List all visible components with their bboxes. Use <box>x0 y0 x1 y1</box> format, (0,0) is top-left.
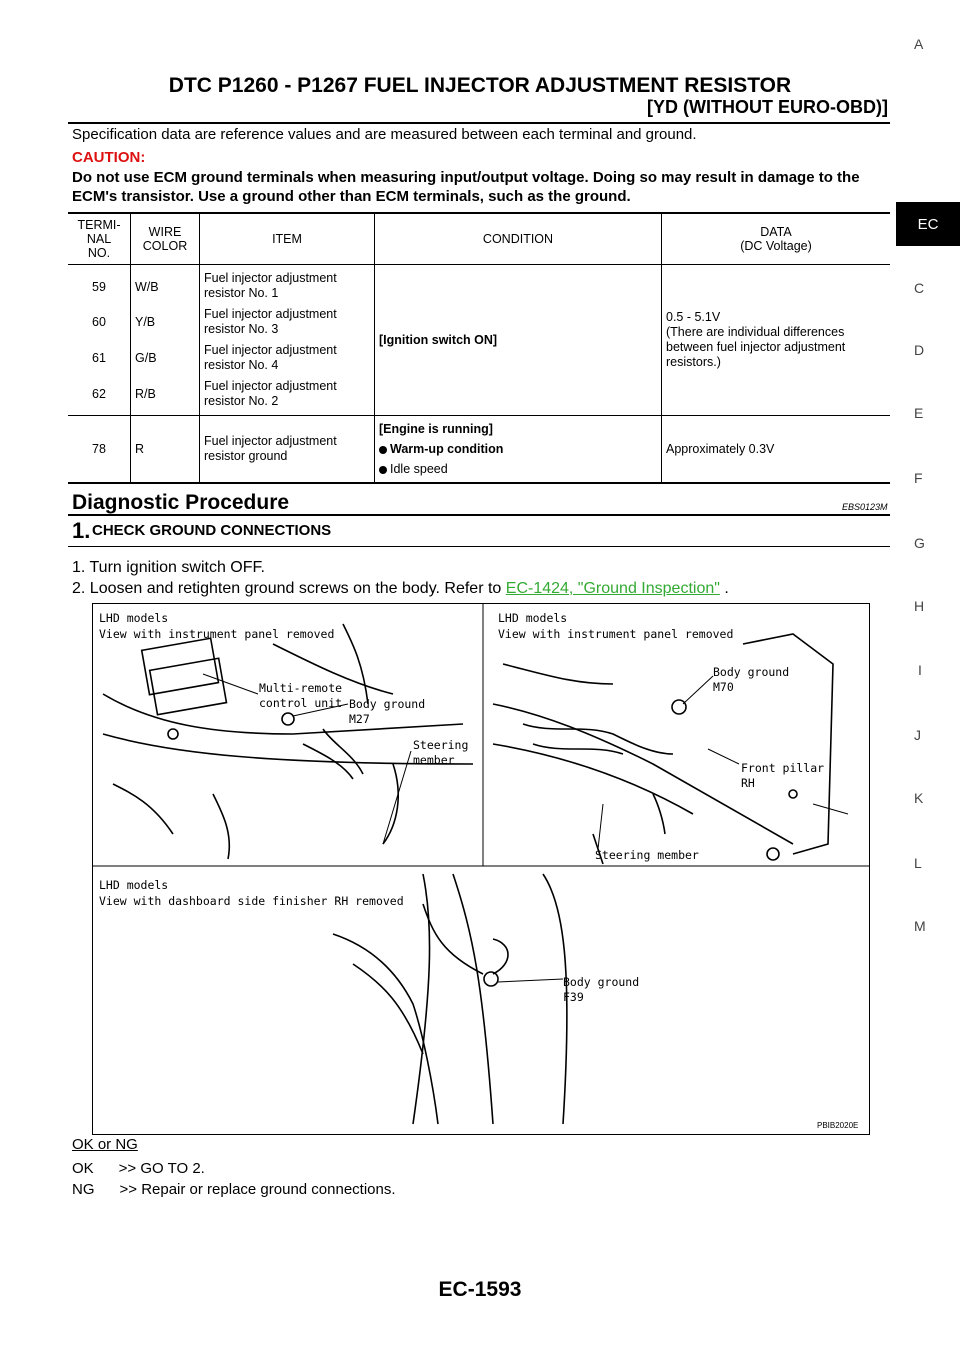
condition-item: Warm-up condition <box>379 439 657 459</box>
item: Fuel injector adjustment resistor No. 3 <box>200 304 375 340</box>
page-number: EC-1593 <box>438 1278 522 1301</box>
step-rule <box>68 546 890 547</box>
p1-title-1: LHD models <box>99 611 169 625</box>
index-k[interactable]: K <box>914 790 924 806</box>
col-wire-color: WIRE COLOR <box>131 213 200 265</box>
page-subtitle: [YD (WITHOUT EURO-OBD)] <box>647 97 888 117</box>
item: Fuel injector adjustment resistor No. 4 <box>200 340 375 376</box>
step-number: 1. <box>72 518 91 543</box>
p3-title-1: LHD models <box>99 878 169 892</box>
ground-inspection-link[interactable]: EC-1424, "Ground Inspection" <box>505 580 720 597</box>
p1-title-2: View with instrument panel removed <box>99 627 335 641</box>
step-title: CHECK GROUND CONNECTIONS <box>92 522 332 539</box>
caution-heading: CAUTION: <box>72 149 146 166</box>
group-data: 0.5 - 5.1V (There are individual differences between fuel injector adjustment resistors.) <box>662 265 891 416</box>
terminal-table <box>68 212 890 484</box>
wire-color: W/B <box>131 265 200 305</box>
caution-text: Do not use ECM ground terminals when measuring input/output voltage. Doing so may result in damage to the ECM's transistor. Use a ground other than ECM terminals, such as the ground. <box>72 169 860 205</box>
terminal-no: 61 <box>92 350 106 365</box>
index-f[interactable]: F <box>914 470 923 486</box>
bullet-icon <box>379 466 387 474</box>
terminal-no: 78 <box>68 416 131 484</box>
page-title: DTC P1260 - P1267 FUEL INJECTOR ADJUSTMENT RESISTOR <box>168 74 792 97</box>
ground-location-figure <box>92 603 870 1135</box>
index-g[interactable]: G <box>914 535 925 551</box>
p2-title-2: View with instrument panel removed <box>498 627 734 641</box>
condition-engine-running <box>375 416 662 484</box>
section-rule <box>68 514 890 516</box>
p2-label-rh: RH <box>741 776 755 790</box>
col-data: DATA (DC Voltage) <box>662 213 891 265</box>
header-rule <box>68 122 890 124</box>
index-h[interactable]: H <box>914 598 925 614</box>
index-e[interactable]: E <box>914 405 924 421</box>
condition-title: [Engine is running] <box>379 422 493 436</box>
p1-label-multi-remote: Multi-remote <box>259 681 343 695</box>
item: Fuel injector adjustment resistor No. 2 <box>200 376 375 416</box>
section-code: EBS0123M <box>842 502 888 512</box>
p1-label-member: member <box>413 753 455 767</box>
intro-text: Specification data are reference values and are measured between each terminal and ground. <box>72 126 697 143</box>
p2-title-1: LHD models <box>498 611 568 625</box>
p3-label-f39: F39 <box>563 990 584 1004</box>
table-row <box>68 265 890 305</box>
wire-color: R <box>131 416 200 484</box>
bullet-icon <box>379 446 387 454</box>
terminal-no: 60 <box>92 314 106 329</box>
index-d[interactable]: D <box>914 342 925 358</box>
index-c[interactable]: C <box>914 280 925 296</box>
item: Fuel injector adjustment resistor No. 1 <box>200 265 375 305</box>
p2-label-body-ground: Body ground <box>713 665 790 679</box>
wire-color: G/B <box>131 340 200 376</box>
p1-label-steering: Steering <box>413 738 469 752</box>
col-condition: CONDITION <box>375 213 662 265</box>
index-m[interactable]: M <box>914 918 926 934</box>
p2-label-steering-member: Steering member <box>595 848 699 862</box>
group-condition: [Ignition switch ON] <box>375 265 662 416</box>
figure-illustration <box>93 604 869 1134</box>
item: Fuel injector adjustment resistor ground <box>200 416 375 484</box>
p1-label-m27: M27 <box>349 712 370 726</box>
section-title: Diagnostic Procedure <box>72 491 290 514</box>
data-value: Approximately 0.3V <box>662 416 891 484</box>
index-l[interactable]: L <box>914 855 922 871</box>
step-item-2: 2. Loosen and retighten ground screws on the body. Refer to EC-1424, "Ground Inspection" . <box>72 580 729 597</box>
terminal-no: 59 <box>92 279 106 294</box>
step-item-1: 1. Turn ignition switch OFF. <box>72 559 265 576</box>
index-i[interactable]: I <box>918 662 922 678</box>
col-item: ITEM <box>200 213 375 265</box>
terminal-no: 62 <box>92 386 106 401</box>
index-ec-active[interactable]: EC <box>896 202 960 246</box>
table-row <box>68 416 890 484</box>
wire-color: R/B <box>131 376 200 416</box>
index-j[interactable]: J <box>914 727 921 743</box>
p1-label-body-ground: Body ground <box>349 697 426 711</box>
p2-label-m70: M70 <box>713 680 734 694</box>
figure-code: PBIB2020E <box>817 1121 859 1130</box>
p3-title-2: View with dashboard side finisher RH removed <box>99 894 404 908</box>
table-header-row <box>68 213 890 265</box>
result-ng: NG >> Repair or replace ground connections. <box>72 1181 396 1198</box>
p1-label-control-unit: control unit <box>259 696 343 710</box>
col-terminal: TERMI- NAL NO. <box>68 213 131 265</box>
ok-ng-label: OK or NG <box>72 1136 138 1153</box>
p3-label-body-ground: Body ground <box>563 975 640 989</box>
condition-item: Idle speed <box>379 459 657 479</box>
index-a[interactable]: A <box>914 36 924 52</box>
wire-color: Y/B <box>131 304 200 340</box>
result-ok: OK >> GO TO 2. <box>72 1160 205 1177</box>
p2-label-front-pillar: Front pillar <box>741 761 825 775</box>
